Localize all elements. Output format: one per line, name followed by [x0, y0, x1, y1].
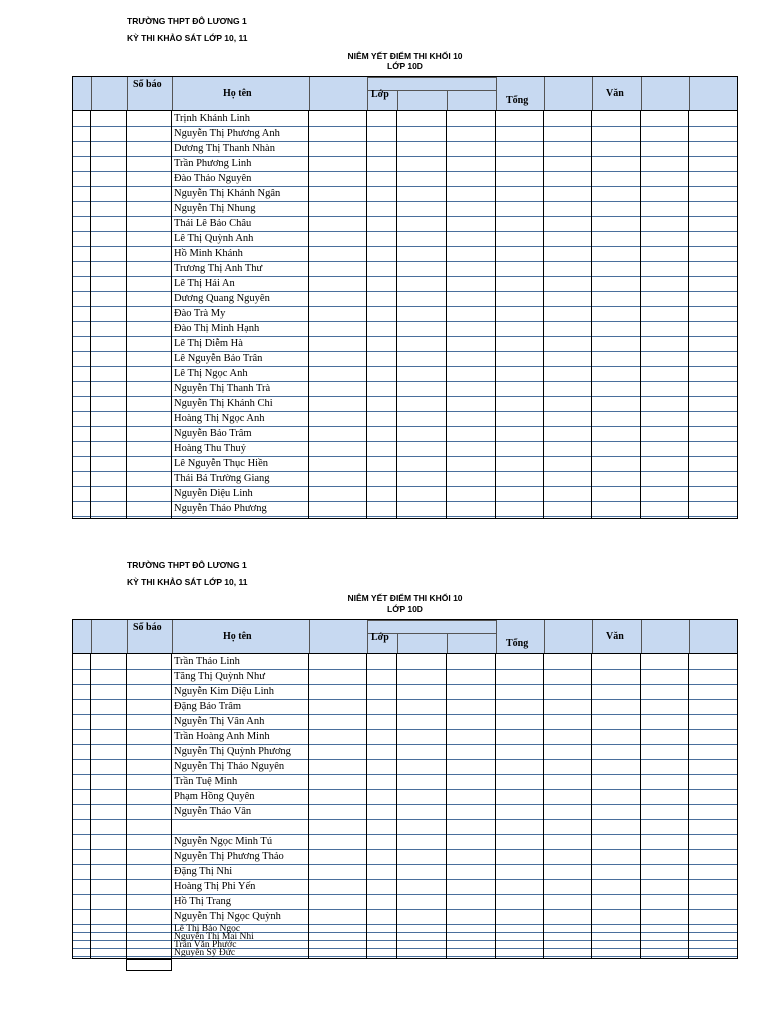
table-row [73, 925, 737, 933]
column-line [543, 111, 544, 518]
table-row [73, 427, 737, 442]
student-name: Nguyễn Thị Vân Anh [174, 716, 265, 727]
student-name: Lê Thị Ngọc Anh [174, 368, 248, 379]
student-name: Lê Thị Bảo Ngọc [174, 924, 241, 934]
header-tong: Tổng [506, 95, 529, 106]
student-name: Trần Thảo Linh [174, 656, 240, 667]
student-name: Trần Tuệ Minh [174, 776, 238, 787]
header-divider [367, 77, 368, 110]
student-name: Đào Trà My [174, 308, 226, 319]
student-name: Nguyễn Thị Phương Thảo [174, 851, 284, 862]
column-line [591, 654, 592, 958]
header-divider [592, 77, 593, 110]
exam-name: KỲ THI KHẢO SÁT LỚP 10, 11 [127, 33, 248, 43]
student-name: Dương Thị Thanh Nhàn [174, 143, 275, 154]
table-row [73, 685, 737, 700]
student-name: Hoàng Thu Thuỷ [174, 443, 246, 454]
table-row [73, 352, 737, 367]
column-line [90, 654, 91, 958]
table-row [73, 232, 737, 247]
student-name: Nguyễn Diệu Linh [174, 488, 253, 499]
student-name: Thái Lê Bảo Châu [174, 218, 252, 229]
header-so-bao: Số báo [133, 79, 162, 90]
student-name: Nguyễn Thị Mai Nhi [174, 932, 254, 942]
table-row [73, 322, 737, 337]
column-line [591, 111, 592, 518]
table-row [73, 933, 737, 941]
table-row [73, 292, 737, 307]
table-row [73, 790, 737, 805]
table-row [73, 157, 737, 172]
table-row [73, 187, 737, 202]
table-row [73, 127, 737, 142]
table-row [73, 820, 737, 835]
header-lop: Lớp [371, 89, 389, 100]
column-line [688, 111, 689, 518]
table-row [73, 442, 737, 457]
table-row [73, 472, 737, 487]
table-row [73, 202, 737, 217]
table-row [73, 457, 737, 472]
header-divider [544, 620, 545, 653]
header-ho-ten: Họ tên [223, 631, 252, 642]
header-divider [91, 620, 92, 653]
header-divider [641, 620, 642, 653]
table-row [73, 760, 737, 775]
student-name: Nguyễn Thị Quỳnh Phương [174, 746, 291, 757]
school-name: TRƯỜNG THPT ĐÔ LƯƠNG 1 [127, 560, 247, 570]
table-row [73, 880, 737, 895]
column-line [308, 654, 309, 958]
student-name: Lê Thị Hải An [174, 278, 235, 289]
table-row [73, 745, 737, 760]
column-line [90, 111, 91, 518]
header-divider [496, 620, 497, 653]
table-row [73, 262, 737, 277]
table-row [73, 487, 737, 502]
header-divider [397, 633, 398, 653]
table-row [73, 397, 737, 412]
sheet-title: NIÊM YẾT ĐIỂM THI KHỐI 10 [347, 51, 463, 61]
table-row [73, 775, 737, 790]
student-name: Đặng Bảo Trâm [174, 701, 242, 712]
student-name: Hồ Thị Trang [174, 896, 231, 907]
table-row [73, 367, 737, 382]
student-name: Nguyễn Thảo Phương [174, 503, 267, 514]
header-divider [447, 90, 448, 110]
table-row [73, 412, 737, 427]
column-line [126, 111, 127, 518]
student-name: Lê Thị Quỳnh Anh [174, 233, 254, 244]
table-header [72, 619, 738, 654]
student-name: Phạm Hồng Quyên [174, 791, 255, 802]
table-row [73, 715, 737, 730]
table-row [73, 805, 737, 820]
table-header [72, 76, 738, 111]
table-row [73, 112, 737, 127]
student-name: Đặng Thị Nhi [174, 866, 233, 877]
header-divider [641, 77, 642, 110]
column-line [446, 654, 447, 958]
table-row [73, 941, 737, 949]
class-label: LỚP 10D [387, 604, 423, 614]
column-line [446, 111, 447, 518]
student-name: Hồ Minh Khánh [174, 248, 243, 259]
header-divider [496, 77, 497, 110]
column-line [171, 654, 172, 958]
student-name: Trần Hoàng Anh Minh [174, 731, 270, 742]
header-divider [689, 620, 690, 653]
header-group-top [367, 620, 496, 621]
column-line [495, 111, 496, 518]
student-name: Hoàng Thị Phi Yến [174, 881, 256, 892]
table-row [73, 670, 737, 685]
column-line [495, 654, 496, 958]
student-name: Nguyễn Thị Khánh Chi [174, 398, 273, 409]
header-van: Văn [606, 88, 624, 99]
table-row [73, 700, 737, 715]
class-label: LỚP 10D [387, 61, 423, 71]
student-name: Lê Nguyễn Bảo Trân [174, 353, 263, 364]
table-row [73, 217, 737, 232]
column-line [396, 111, 397, 518]
header-divider [447, 633, 448, 653]
header-divider [592, 620, 593, 653]
header-divider [172, 620, 173, 653]
sheet-title: NIÊM YẾT ĐIỂM THI KHỐI 10 [347, 593, 463, 603]
header-divider [367, 620, 368, 653]
table-row [73, 247, 737, 262]
header-divider [689, 77, 690, 110]
student-name: Nguyễn Thị Thanh Trà [174, 383, 271, 394]
student-name: Lê Thị Diễm Hà [174, 338, 243, 349]
student-name: Trịnh Khánh Linh [174, 113, 251, 124]
student-name: Nguyễn Thảo Vân [174, 806, 252, 817]
student-name: Nguyễn Thị Khánh Ngân [174, 188, 281, 199]
table-row [73, 307, 737, 322]
column-line [396, 654, 397, 958]
table-row [73, 277, 737, 292]
table-row [73, 172, 737, 187]
header-divider [544, 77, 545, 110]
column-line [640, 654, 641, 958]
header-divider [172, 77, 173, 110]
column-line [366, 111, 367, 518]
column-line [308, 111, 309, 518]
column-line [543, 654, 544, 958]
header-divider [309, 77, 310, 110]
column-line [688, 654, 689, 958]
header-divider [397, 90, 398, 110]
table-row [73, 910, 737, 925]
header-divider [127, 620, 128, 653]
student-name: Dương Quang Nguyên [174, 293, 270, 304]
header-divider [309, 620, 310, 653]
student-name: Nguyễn Thị Phương Anh [174, 128, 280, 139]
student-name: Hoàng Thị Ngọc Anh [174, 413, 265, 424]
table-row [73, 895, 737, 910]
student-name: Trần Phương Linh [174, 158, 252, 169]
table-row [73, 382, 737, 397]
table-row [73, 865, 737, 880]
student-name: Nguyễn Thị Nhung [174, 203, 256, 214]
table-row [73, 142, 737, 157]
student-name: Đào Thảo Nguyên [174, 173, 252, 184]
table-row [73, 949, 737, 957]
stray-cell [126, 959, 172, 971]
student-name: Tăng Thị Quỳnh Như [174, 671, 265, 682]
column-line [366, 654, 367, 958]
column-line [640, 111, 641, 518]
student-name: Đào Thị Minh Hạnh [174, 323, 260, 334]
table-body [72, 111, 738, 518]
student-name: Nguyễn Sỹ Đức [174, 948, 236, 958]
header-so-bao: Số báo [133, 622, 162, 633]
student-name: Trần Văn Phước [174, 940, 237, 950]
student-name: Nguyễn Thị Ngọc Quỳnh [174, 911, 281, 922]
table-bottom-border [72, 518, 738, 519]
table-body [72, 654, 738, 958]
column-line [171, 111, 172, 518]
student-name: Trương Thị Anh Thư [174, 263, 263, 274]
student-name: Thái Bá Trường Giang [174, 473, 270, 484]
header-divider [127, 77, 128, 110]
student-name: Nguyễn Thị Thảo Nguyên [174, 761, 285, 772]
column-line [126, 654, 127, 958]
header-van: Văn [606, 631, 624, 642]
student-name: Nguyễn Ngọc Minh Tú [174, 836, 273, 847]
exam-name: KỲ THI KHẢO SÁT LỚP 10, 11 [127, 577, 248, 587]
header-group-top [367, 77, 496, 78]
table-row [73, 730, 737, 745]
table-row [73, 655, 737, 670]
header-ho-ten: Họ tên [223, 88, 252, 99]
table-row [73, 850, 737, 865]
header-tong: Tổng [506, 638, 529, 649]
school-name: TRƯỜNG THPT ĐÔ LƯƠNG 1 [127, 16, 247, 26]
table-row [73, 337, 737, 352]
student-name: Nguyễn Kim Diệu Linh [174, 686, 275, 697]
table-row [73, 835, 737, 850]
header-lop: Lớp [371, 632, 389, 643]
header-divider [91, 77, 92, 110]
student-name: Nguyễn Bảo Trâm [174, 428, 252, 439]
table-row [73, 502, 737, 517]
student-name: Lê Nguyễn Thục Hiền [174, 458, 268, 469]
